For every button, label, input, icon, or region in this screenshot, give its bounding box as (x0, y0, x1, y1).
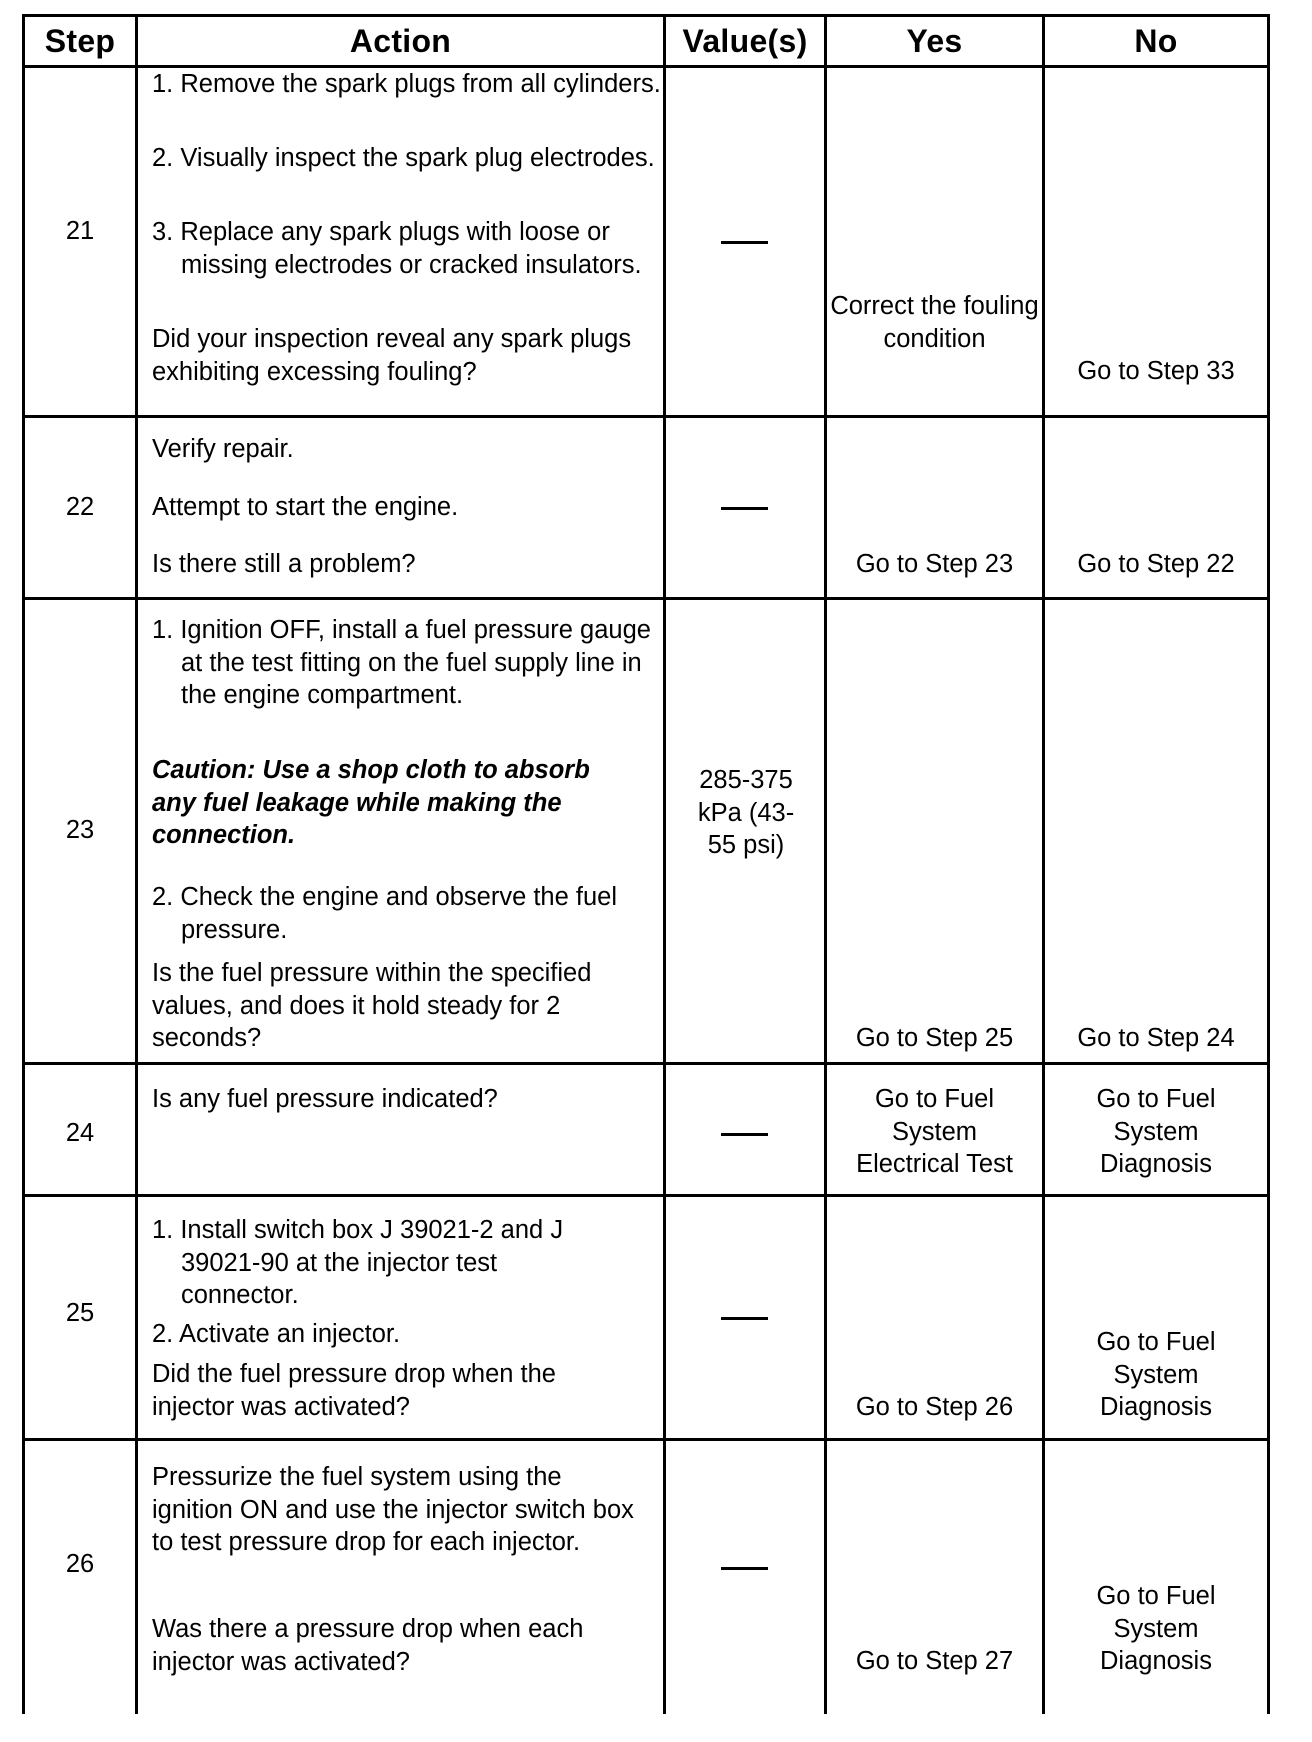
no-result: Go to Fuel System Diagnosis (1096, 1582, 1216, 1675)
row-divider (25, 1194, 1267, 1197)
step-number: 25 (65, 1299, 95, 1327)
row-divider (25, 597, 1267, 600)
spec-value: 285-375 kPa (43-55 psi) (697, 766, 795, 859)
yes-result: Go to Step 26 (855, 1393, 1014, 1421)
header-values: Value(s) (682, 22, 808, 59)
step-number: 21 (65, 217, 95, 245)
caution-note: Caution: Use a shop cloth to absorb any fuel leakage while making the connection. (152, 756, 590, 849)
action-line: 1. Remove the spark plugs from all cylinders. (152, 70, 661, 98)
no-result: Go to Fuel System Diagnosis (1096, 1085, 1216, 1178)
yes-result: Go to Step 25 (855, 1024, 1014, 1052)
action-line: Pressurize the fuel system using the ignition ON and use the injector switch box to test pressure drop for each injector. (152, 1463, 634, 1556)
action-line: 1. Install switch box J 39021-2 and J 39021-90 at the injector test connector. (152, 1216, 564, 1309)
action-line: Attempt to start the engine. (152, 493, 459, 521)
no-result: Go to Step 24 (1077, 1024, 1235, 1052)
header-yes: Yes (906, 22, 963, 59)
yes-result: Correct the fouling condition (830, 292, 1039, 353)
step-number: 23 (65, 816, 95, 844)
action-line: 3. Replace any spark plugs with loose or missing electrodes or cracked insulators. (152, 218, 642, 279)
no-value-dash (721, 1317, 768, 1320)
column-divider (1042, 17, 1045, 1714)
no-value-dash (721, 241, 768, 244)
no-result: Go to Fuel System Diagnosis (1096, 1328, 1216, 1421)
yes-result: Go to Fuel System Electrical Test (856, 1085, 1013, 1178)
action-question: Was there a pressure drop when each injector was activated? (152, 1615, 584, 1676)
row-divider (25, 1438, 1267, 1441)
diagnostic-table (22, 14, 1270, 1714)
action-line: 2. Check the engine and observe the fuel pressure. (152, 883, 617, 944)
action-question: Is any fuel pressure indicated? (152, 1085, 498, 1113)
no-value-dash (721, 1567, 768, 1570)
header-action: Action (349, 22, 452, 59)
header-step: Step (44, 22, 116, 59)
action-question: Is there still a problem? (152, 550, 416, 578)
action-question: Did the fuel pressure drop when the injector was activated? (152, 1360, 556, 1421)
yes-result: Go to Step 23 (855, 550, 1014, 578)
yes-result: Go to Step 27 (855, 1647, 1014, 1675)
row-divider (25, 1062, 1267, 1065)
step-number: 26 (65, 1550, 95, 1578)
column-divider (135, 17, 138, 1714)
action-line: 1. Ignition OFF, install a fuel pressure gauge at the test fitting on the fuel supply line in the engine compartment. (152, 616, 651, 709)
no-result: Go to Step 22 (1077, 550, 1235, 578)
action-line: Verify repair. (152, 435, 294, 463)
no-value-dash (721, 507, 768, 510)
no-result: Go to Step 33 (1077, 357, 1235, 385)
action-line: 2. Activate an injector. (152, 1320, 401, 1348)
step-number: 22 (65, 493, 95, 521)
no-value-dash (721, 1133, 768, 1136)
column-divider (824, 17, 827, 1714)
row-divider (25, 415, 1267, 418)
action-line: 2. Visually inspect the spark plug electrodes. (152, 144, 655, 172)
action-question: Did your inspection reveal any spark plugs exhibiting excessing fouling? (152, 325, 632, 386)
step-number: 24 (65, 1119, 95, 1147)
action-question: Is the fuel pressure within the specified values, and does it hold steady for 2 seconds? (152, 959, 592, 1052)
header-no: No (1134, 22, 1178, 59)
